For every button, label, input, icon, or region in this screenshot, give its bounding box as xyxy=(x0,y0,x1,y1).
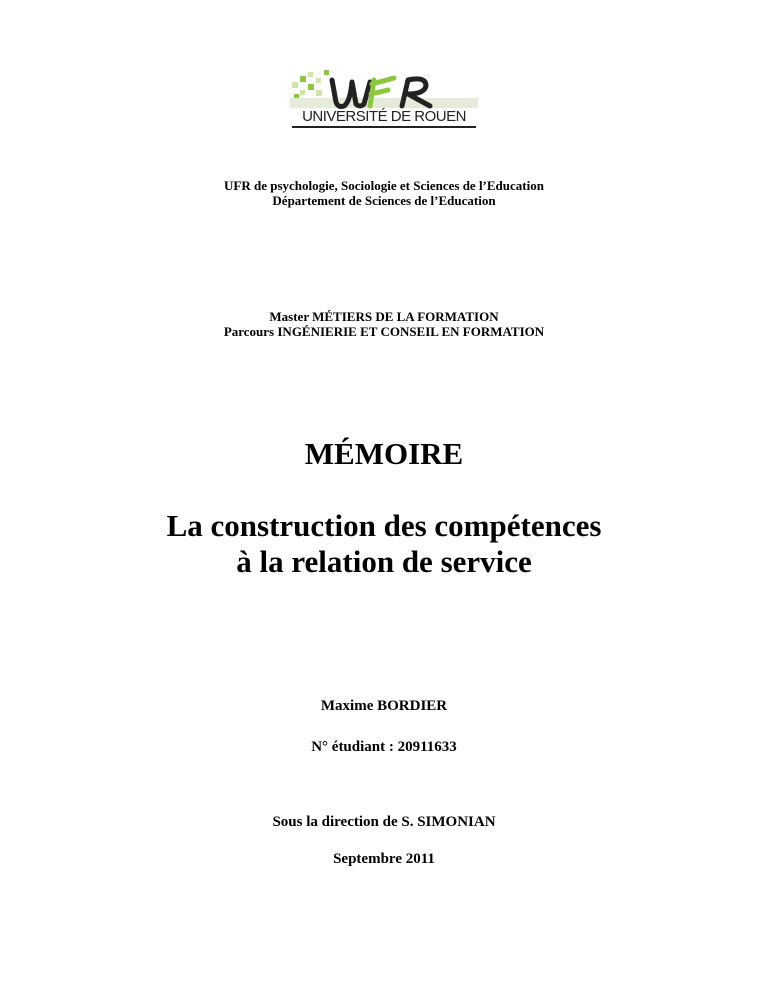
title-line-2: à la relation de service xyxy=(236,544,532,579)
faculty-name: UFR de psychologie, Sociologie et Sciences de l’Education xyxy=(224,178,544,193)
title-line-1: La construction des compétences xyxy=(166,508,602,543)
submission-date: Septembre 2011 xyxy=(333,851,435,867)
document-title xyxy=(0,508,768,580)
document-type: MÉMOIRE xyxy=(304,436,464,471)
program-info xyxy=(0,309,768,339)
logo-text: UNIVERSITÉ DE ROUEN xyxy=(302,108,466,125)
faculty-header xyxy=(0,178,768,208)
university-logo xyxy=(290,68,478,130)
master-program: Master MÉTIERS DE LA FORMATION xyxy=(269,309,499,324)
author-name: Maxime BORDIER xyxy=(320,698,448,714)
thesis-director: Sous la direction de S. SIMONIAN xyxy=(272,814,496,830)
department-name: Département de Sciences de l’Education xyxy=(272,193,496,208)
program-track: Parcours INGÉNIERIE ET CONSEIL EN FORMATION xyxy=(223,324,545,339)
student-number: N° étudiant : 20911633 xyxy=(311,739,457,755)
